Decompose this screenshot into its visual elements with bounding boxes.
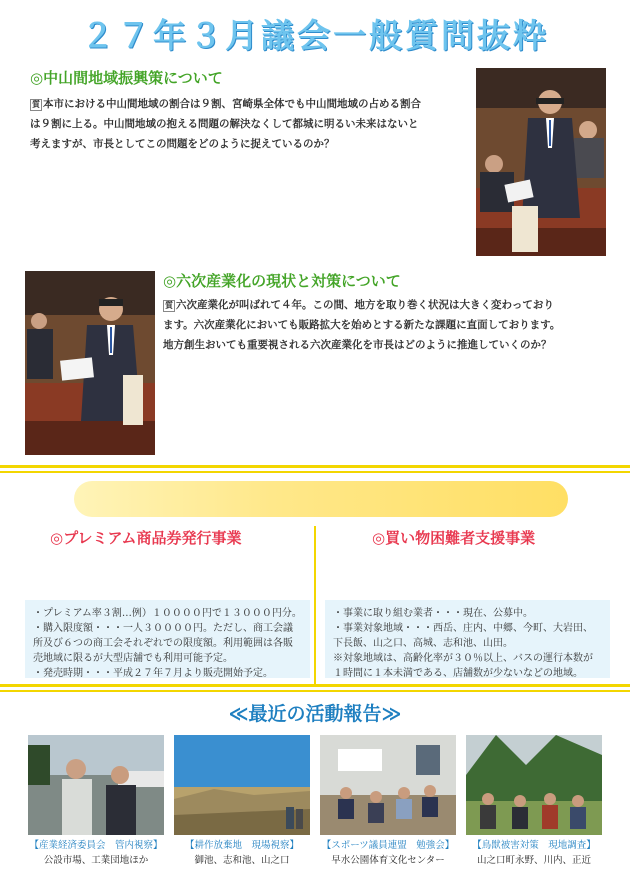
question-mark-icon: 質 [32,100,40,109]
premium-line: ・プレミアム率３割…例）１００００円で１３０００円分。 [33,608,302,619]
report-caption-title: 【耕作放棄地 現場視察】 [184,840,299,851]
report-photo-4 [466,735,602,835]
shopping-line: １時間に１本未満である、店舗数が少ないなどの地域。 [333,668,583,679]
question-mark-icon: 質 [165,301,173,310]
inspection-photo-icon [28,735,164,835]
shopping-line: ※対象地域は、高齢化率が３０％以上、バスの運行本数が [333,653,593,664]
report-caption-4 [458,838,610,868]
q1-line: 考えますが、市長としてこの問題をどのように捉えているのか？ [30,138,335,150]
divider-rule [0,690,630,692]
report-photo-3 [320,735,456,835]
q1-body [30,94,470,154]
report-caption-place: 早水公園体育文化センター [331,855,445,866]
report-photo-1 [28,735,164,835]
farmland-photo-icon [174,735,310,835]
shopping-box [325,600,610,678]
premium-box [25,600,310,678]
q2-line: 質 六次産業化が叫ばれて４年。この間、地方を取り巻く状況は大きく変わっており [165,299,554,311]
report-caption-1 [20,838,172,868]
q2-body [163,295,608,355]
forest-photo-icon [466,735,602,835]
q1-line: 質 本市における中山間地域の割合は９割、宮崎県全体でも中山間地域の占める割合 [32,98,421,110]
q1-heading: ◎中山間地域振興策について [30,69,223,87]
speaker-photo-icon [25,271,155,455]
divider-rule [0,471,630,473]
report-caption-place: 公設市場、工業団地ほか [43,855,149,866]
report-caption-title: 【スポーツ議員連盟 勉強会】 [321,840,455,851]
premium-line: 所及び６つの商工会それぞれでの限度額。利用範囲は各販 [33,638,293,649]
report-caption-2 [166,838,318,868]
premium-line: 売地域に限るが大型店舗でも利用可能予定。 [33,653,233,664]
divider-rule [0,684,630,687]
premium-line: ・購入限度額・・・一人３００００円。ただし、商工会議 [33,623,293,634]
premium-heading: ◎プレミアム商品券発行事業 [50,529,242,547]
q2-line: 地方創生おいても重要視される六次産業化を市長はどのように推進していくのか？ [163,339,552,351]
shopping-heading: ◎買い物困難者支援事業 [372,529,536,547]
meeting-photo-icon [320,735,456,835]
report-caption-title: 【産業経済委員会 管内視察】 [29,840,163,851]
report-caption-title: 【鳥獣被害対策 現地調査】 [472,840,596,851]
shopping-line: ・事業対象地域・・・西岳、庄内、中郷、今町、大岩田、 [333,623,593,634]
report-caption-place: 御池、志和池、山之口 [194,855,290,866]
q2-heading: ◎六次産業化の現状と対策について [163,272,401,290]
column-divider [314,526,316,686]
report-caption-place: 山之口町永野、川内、正近 [476,855,591,866]
q2-line: ます。六次産業化においても販路拡大を始めとする新たな課題に直面しております。 [163,319,561,331]
divider-rule [0,465,630,468]
speaker-photo-icon [476,68,606,256]
report-title: ≪最近の活動報告≫ [228,703,402,725]
q2-photo [25,271,155,455]
q1-line: は９割に上る。中山間地域の抱える問題の解決なくして都城に明るい未来はないと [30,118,419,130]
bleed-through-text [0,192,470,240]
report-caption-3 [312,838,464,868]
q1-photo [476,68,606,256]
section-banner [74,481,568,517]
shopping-line: ・事業に取り組む業者・・・現在、公募中。 [333,608,533,619]
shopping-line: 下長飯、山之口、高城、志和池、山田。 [333,638,513,649]
report-photo-2 [174,735,310,835]
page-title: ２７年３月議会一般質問抜粋 [81,16,549,55]
premium-line: ・発売時期・・・平成２７年７月より販売開始予定。 [33,668,273,679]
